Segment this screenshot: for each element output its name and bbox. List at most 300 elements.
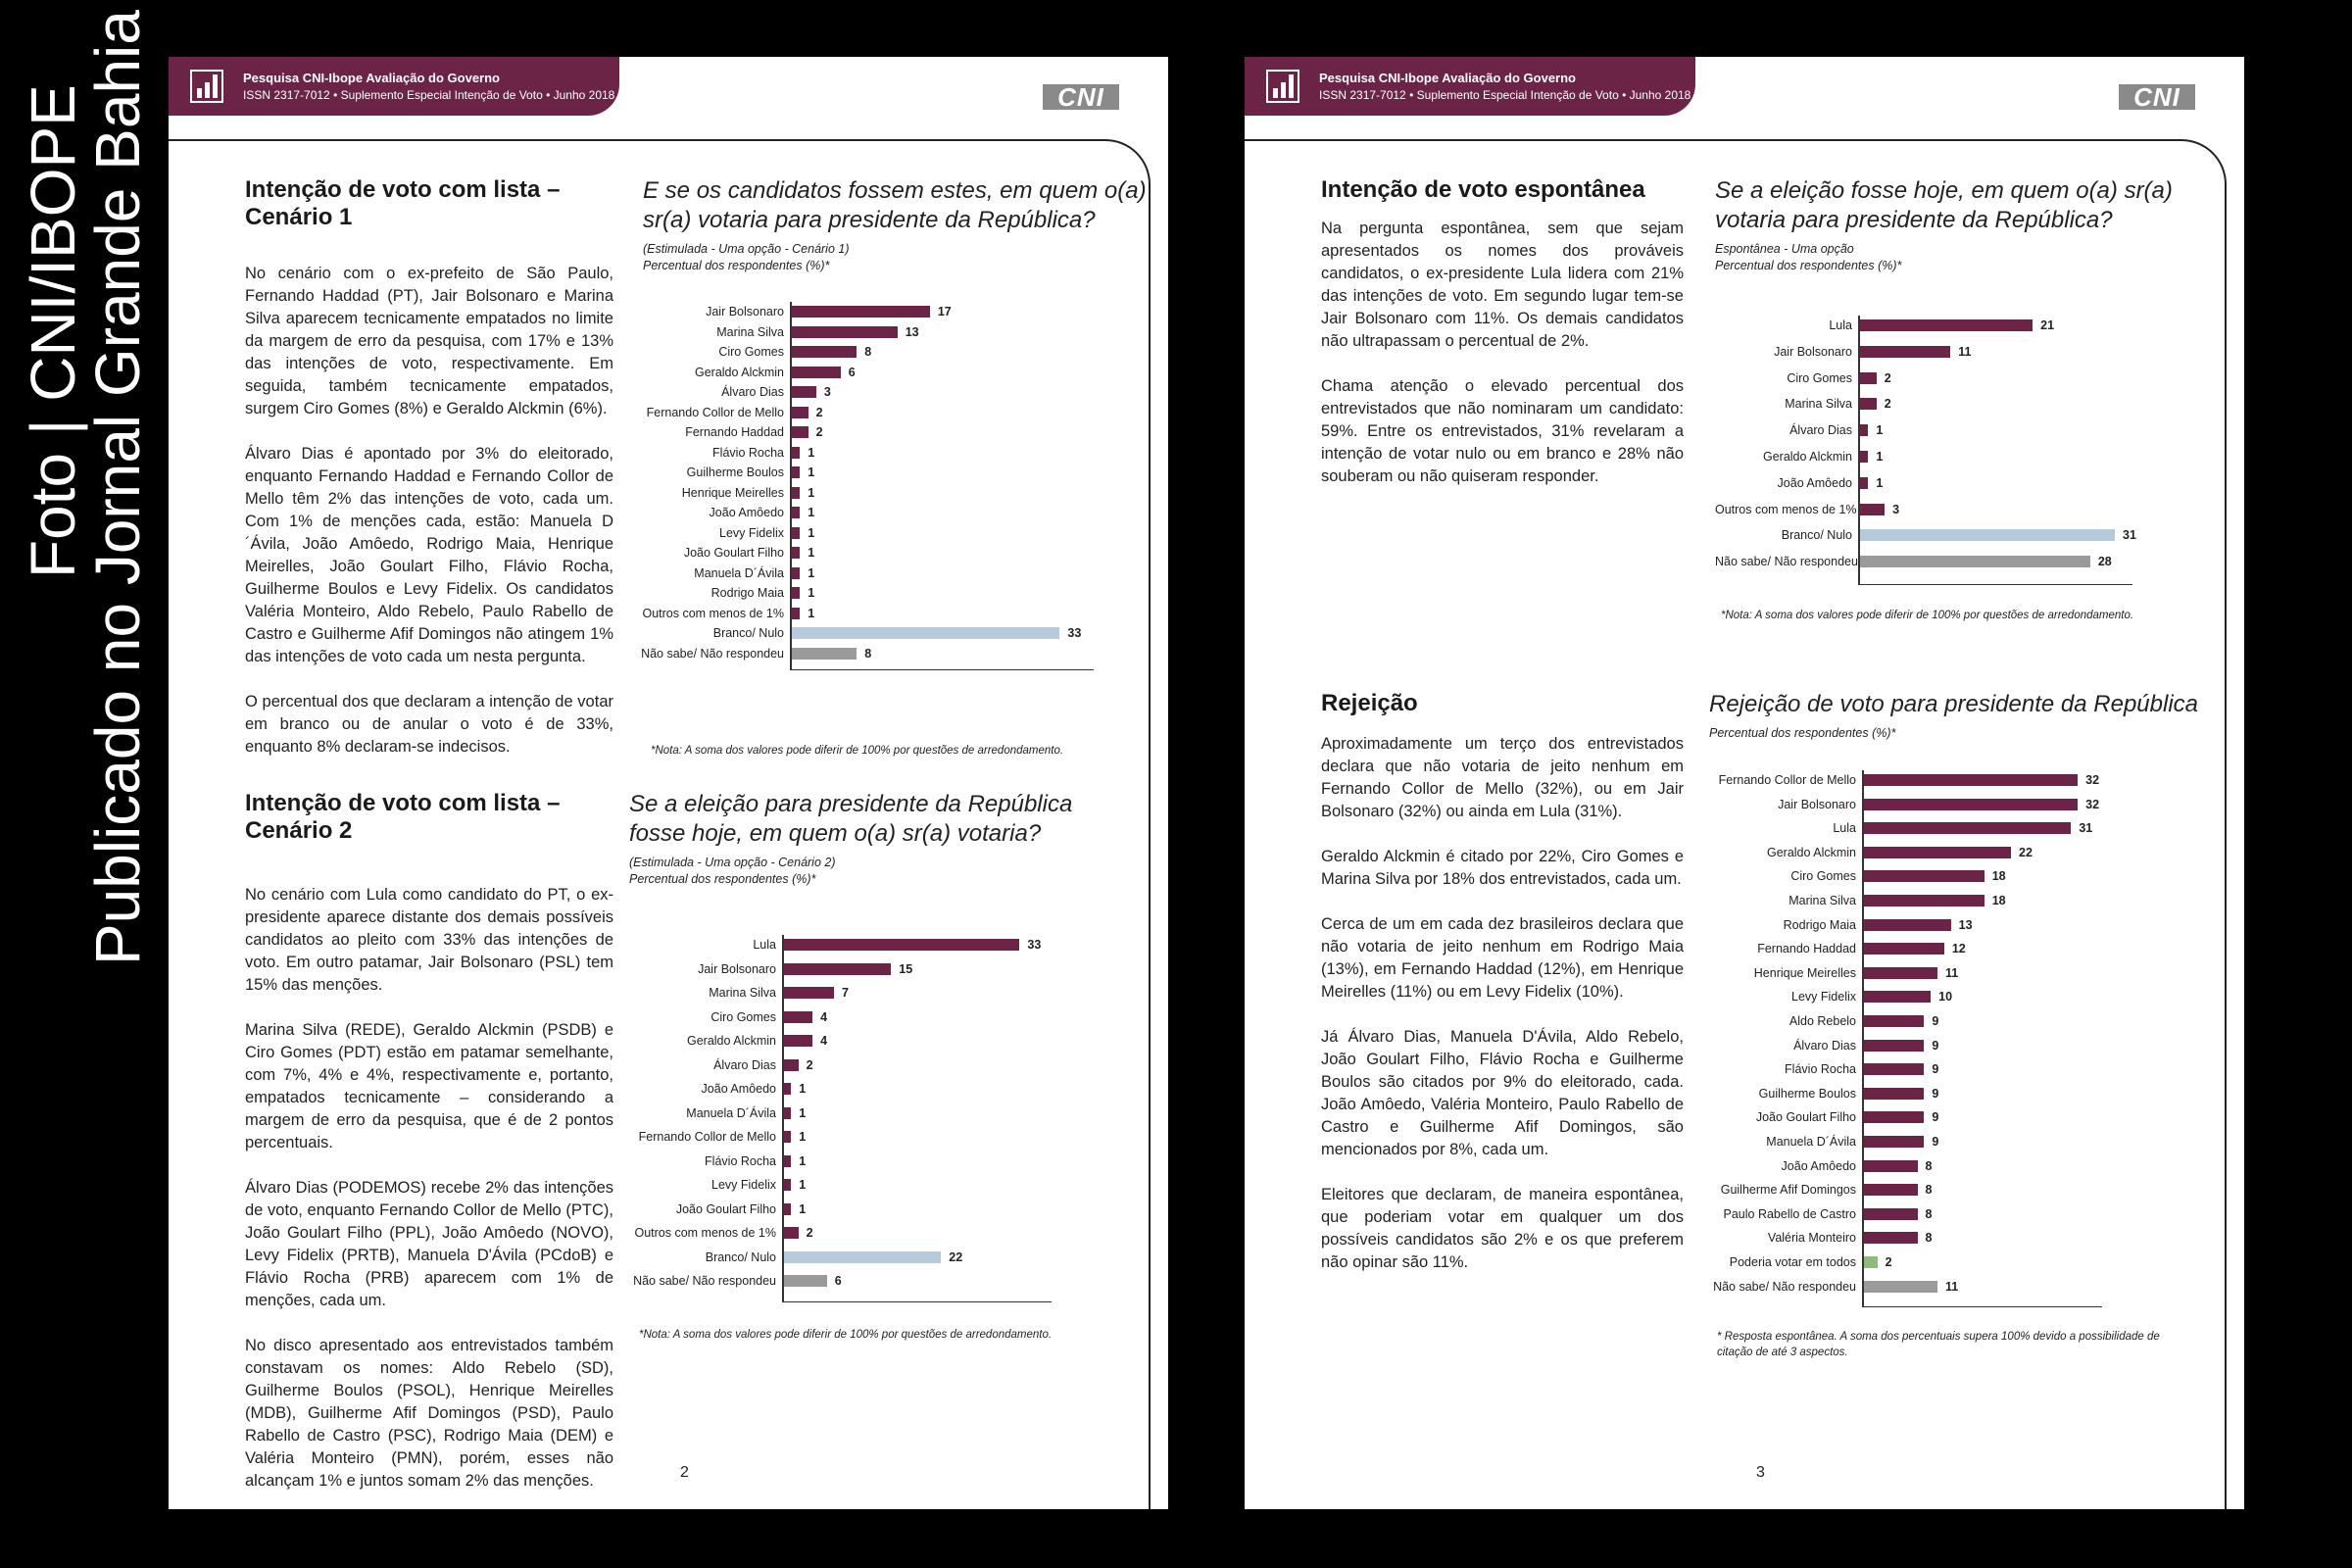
chart-category-label: Outros com menos de 1% <box>634 1226 776 1240</box>
chart-category-label: Levy Fidelix <box>1791 990 1856 1004</box>
page-number: 3 <box>1756 1464 1765 1481</box>
header-subtitle: ISSN 2317-7012 • Suplemento Especial Intenção de Voto • Junho 2018 <box>243 88 615 102</box>
chart-row <box>629 1031 1085 1051</box>
chart-value-label: 12 <box>1951 942 1966 956</box>
chart-title: Se a eleição fosse hoje, em quem o(a) sr(a) votaria para presidente da República? <box>1715 177 2173 233</box>
chart-row <box>637 342 1127 362</box>
chart-category-label: Lula <box>753 938 776 952</box>
chart-category-label: Não sabe/ Não respondeu <box>633 1274 776 1288</box>
chart-bar <box>1864 895 1984 906</box>
page-2 <box>169 57 1168 1509</box>
chart-bar <box>784 1179 791 1191</box>
chart-value-label: 31 <box>2079 821 2093 836</box>
chart-category-label: Guilherme Boulos <box>686 466 784 479</box>
chart-value-label: 1 <box>808 466 815 479</box>
chart-value-label: 1 <box>808 525 815 540</box>
chart-bar <box>1860 451 1868 463</box>
chart-value-label: 8 <box>1925 1183 1933 1198</box>
chart-row <box>637 604 1127 623</box>
chart-bar <box>784 1155 791 1167</box>
chart-bar <box>792 426 808 438</box>
chart-row <box>1709 939 2135 958</box>
chart-row <box>637 403 1127 422</box>
chart-row <box>1709 843 2135 862</box>
chart-value-label: 2 <box>1885 1255 1892 1269</box>
chart-bar <box>784 1059 799 1071</box>
chart-subtitle: Percentual dos respondentes (%)* <box>1715 259 1902 272</box>
chart-bar <box>792 527 800 539</box>
chart-bar <box>1860 477 1868 489</box>
chart-bar <box>1860 529 2115 541</box>
chart-bar <box>1864 774 2078 786</box>
paragraph: Marina Silva (REDE), Geraldo Alckmin (PSDB) e Ciro Gomes (PDT) estão em patamar semelhante, com 7%, 4% e 4%, respectivamente e, portanto, empatados tecnicamente – considerando a margem de erro da pesquisa, que é de 2 pontos percentuais. <box>245 1021 613 1152</box>
chart-bar <box>1864 1111 1924 1123</box>
chart-value-label: 7 <box>842 986 849 1000</box>
chart-bar <box>1864 870 1984 882</box>
chart-category-label: Flávio Rocha <box>705 1153 776 1168</box>
chart-value-label: 22 <box>2019 845 2033 859</box>
chart-bar <box>1860 424 1868 436</box>
chart-category-label: Fernando Collor de Mello <box>1718 773 1856 787</box>
chart-category-label: Rodrigo Maia <box>710 586 784 600</box>
chart-row <box>637 503 1127 522</box>
chart-value-label: 9 <box>1932 1062 1939 1077</box>
chart-category-label: Fernando Haddad <box>685 425 784 439</box>
chart-category-label: Álvaro Dias <box>713 1057 776 1072</box>
chart-value-label: 1 <box>808 606 815 620</box>
chart-category-label: João Goulart Filho <box>675 1201 776 1216</box>
chart-bar <box>1864 991 1931 1003</box>
chart-value-label: 33 <box>1067 626 1082 640</box>
chart-subtitle: Percentual dos respondentes (%)* <box>629 872 816 886</box>
chart-row <box>629 1127 1085 1147</box>
paragraph: Cerca de um em cada dez brasileiros declara que não votaria de jeito nenhum em Rodrigo Maia (13%), em Fernando Haddad (12%), em Henrique Meirelles (11%) ou em Levy Fidelix (10%). <box>1321 915 1684 1001</box>
header-banner <box>1245 57 1695 116</box>
chart-category-label: Marina Silva <box>716 324 784 339</box>
chart-category-label: Álvaro Dias <box>721 385 784 399</box>
chart-category-label: Não sabe/ Não respondeu <box>1715 555 1858 569</box>
chart-category-label: Fernando Collor de Mello <box>646 405 784 419</box>
chart-row <box>1709 1011 2135 1031</box>
chart-row <box>637 443 1127 463</box>
chart-value-label: 11 <box>1945 965 1959 980</box>
chart-subtitle: (Estimulada - Uma opção - Cenário 2) <box>629 856 836 869</box>
chart-category-label: Jair Bolsonaro <box>706 305 784 318</box>
chart-category-label: Flávio Rocha <box>712 445 784 460</box>
chart-row <box>629 1175 1085 1195</box>
chart-value-label: 21 <box>2040 318 2055 332</box>
chart-bar <box>784 939 1019 951</box>
chart-subtitle: Percentual dos respondentes (%)* <box>643 259 830 272</box>
chart-value-label: 3 <box>1892 502 1900 516</box>
chart-value-label: 10 <box>1938 990 1953 1004</box>
chart-bar <box>792 367 841 378</box>
paragraph: Geraldo Alckmin é citado por 22%, Ciro Gomes e Marina Silva por 18% dos entrevistados, cada um. <box>1321 848 1684 888</box>
chart-value-label: 9 <box>1932 1038 1939 1053</box>
section-espontanea-chart-header <box>1715 176 2205 274</box>
chart-bar <box>1864 1136 1924 1148</box>
header-subtitle: ISSN 2317-7012 • Suplemento Especial Intenção de Voto • Junho 2018 <box>1319 88 1691 102</box>
chart-value-label: 28 <box>2097 555 2112 569</box>
chart-category-label: Paulo Rabello de Castro <box>1723 1206 1856 1221</box>
chart-rejeicao <box>1709 770 2219 1307</box>
chart-row <box>1709 1180 2135 1200</box>
chart-bar <box>784 1275 827 1287</box>
chart-value-label: 17 <box>937 305 952 318</box>
chart-category-label: Lula <box>1833 821 1856 836</box>
chart-category-label: Branco/ Nulo <box>1781 528 1852 543</box>
chart-note: *Nota: A soma dos valores pode diferir de 100% por questões de arredondamento. <box>639 1329 1053 1341</box>
chart-row <box>637 382 1127 402</box>
chart-bar <box>792 567 800 579</box>
chart-note: *Nota: A soma dos valores pode diferir de 100% por questões de arredondamento. <box>1721 610 2134 621</box>
paragraph: Chama atenção o elevado percentual dos entrevistados que não nominaram um candidato: 59%. Entre os entrevistados, 31% revelaram a intenção de votar nulo ou em branco e 28% não souberam ou não quiseram responder. <box>1321 377 1684 485</box>
chart-bar <box>784 1251 941 1263</box>
chart-bar <box>1864 1015 1924 1027</box>
chart-row <box>1715 420 2166 440</box>
chart-category-label: Manuela D´Ávila <box>686 1105 776 1120</box>
chart-category-label: Aldo Rebelo <box>1788 1014 1856 1028</box>
paragraph: Na pergunta espontânea, sem que sejam apresentados os nomes dos prováveis candidatos, o ex-presidente Lula lidera com 21% das intenções de voto. Em segundo lugar tem-se Jair Bolsonaro com 11%. Os demais candidatos não ultrapassam o percentual de 2%. <box>1321 220 1684 350</box>
chart-category-label: Ciro Gomes <box>1790 869 1856 884</box>
paragraph: No cenário com o ex-prefeito de São Paulo, Fernando Haddad (PT), Jair Bolsonaro e Marina Silva aparecem tecnicamente empatados no limite da margem de erro da pesquisa, com 17% e 13% das intenções de voto, respectivamente. Em seguida, também tecnicamente empatados, surgem Ciro Gomes (8%) e Geraldo Alckmin (6%). <box>245 265 613 417</box>
chart-logo-icon <box>1266 70 1299 103</box>
chart-category-label: Geraldo Alckmin <box>694 365 784 379</box>
chart-row <box>1709 891 2135 910</box>
chart-row <box>637 644 1127 663</box>
section-title: Intenção de voto com lista – Cenário 2 <box>245 790 561 844</box>
chart-bar <box>792 547 800 559</box>
chart-value-label: 9 <box>1932 1014 1939 1028</box>
chart-bar <box>1864 847 2011 858</box>
chart-subtitle: Espontânea - Uma opção <box>1715 242 1854 256</box>
chart-category-label: Outros com menos de 1% <box>1715 502 1857 516</box>
chart-bar <box>792 487 800 499</box>
chart-value-label: 32 <box>2085 773 2100 787</box>
chart-category-label: Outros com menos de 1% <box>642 606 784 620</box>
chart-category-label: Álvaro Dias <box>1793 1038 1856 1053</box>
chart-row <box>637 363 1127 382</box>
chart-bar <box>784 1011 812 1023</box>
header-banner <box>169 57 619 116</box>
chart-value-label: 1 <box>799 1153 807 1168</box>
chart-bar <box>1864 799 2078 810</box>
chart-row <box>629 1055 1085 1075</box>
chart-row <box>1709 770 2135 790</box>
section-title: Intenção de voto espontânea <box>1321 176 1645 203</box>
chart-note: * Resposta espontânea. A soma dos percentuais supera 100% devido a possibilidade de <box>1717 1331 2160 1343</box>
chart-bar <box>792 627 1059 639</box>
chart-cenario2 <box>629 935 1139 1313</box>
chart-category-label: Levy Fidelix <box>719 525 784 540</box>
paragraph: Já Álvaro Dias, Manuela D'Ávila, Aldo Rebelo, João Goulart Filho, Flávio Rocha e Guilherme Boulos são citados por 9% do eleitorado, cada. João Amôedo, Valéria Monteiro, Paulo Rabello de Castro e Guilherme Afif Domingos, são mencionados por 8%, cada um. <box>1321 1028 1684 1158</box>
chart-category-label: Jair Bolsonaro <box>698 961 776 976</box>
chart-category-label: Geraldo Alckmin <box>686 1034 776 1048</box>
chart-value-label: 2 <box>1884 370 1891 385</box>
chart-title: Se a eleição para presidente da República fosse hoje, em quem o(a) sr(a) votaria? <box>629 791 1073 847</box>
chart-bar <box>792 346 857 358</box>
paragraph: No disco apresentado aos entrevistados também constavam os nomes: Aldo Rebelo (SD), Guilherme Boulos (PSOL), Henrique Meirelles (MDB), Guilherme Afif Domingos (PSD), Paulo Rabello de Castro (PSC), Rodrigo Maia (DEM) e Valéria Monteiro (PMN), porém, esses não alcançam 1% e juntos somam 2% das menções. <box>245 1337 613 1490</box>
chart-value-label: 1 <box>808 546 815 560</box>
chart-note: citação de até 3 aspectos. <box>1717 1347 1848 1358</box>
chart-category-label: Levy Fidelix <box>711 1178 776 1192</box>
chart-subtitle: (Estimulada - Uma opção - Cenário 1) <box>643 242 850 256</box>
chart-baseline <box>790 669 1094 670</box>
chart-bar <box>784 987 834 999</box>
chart-value-label: 6 <box>834 1274 842 1288</box>
chart-category-label: Marina Silva <box>709 986 776 1000</box>
chart-row <box>629 983 1085 1003</box>
chart-value-label: 3 <box>823 385 831 399</box>
chart-row <box>1715 447 2166 466</box>
chart-row <box>1715 342 2166 362</box>
chart-row <box>637 543 1127 563</box>
chart-row <box>1715 316 2166 335</box>
chart-bar <box>792 587 800 599</box>
chart-bar <box>1864 919 1951 931</box>
section-title: Rejeição <box>1321 690 1418 716</box>
section-cenario1-text <box>245 176 613 781</box>
chart-espontanea <box>1715 316 2225 586</box>
chart-category-label: João Amôedo <box>1777 475 1852 490</box>
chart-title: E se os candidatos fossem estes, em quem o(a) sr(a) votaria para presidente da República? <box>643 177 1147 233</box>
chart-value-label: 1 <box>799 1082 807 1096</box>
chart-row <box>637 623 1127 643</box>
paragraph: Álvaro Dias é apontado por 3% do eleitorado, enquanto Fernando Haddad e Fernando Collor de Mello têm 2% das intenções de voto, cada um. Com 1% de menções cada, estão: Manuela D´Ávila, João Amôedo, Rodrigo Maia, Henrique Meirelles, João Goulart Filho, Flávio Rocha, Guilherme Boulos e Levy Fidelix. Os candidatos Valéria Monteiro, Aldo Rebelo, Paulo Rabello de Castro e Guilherme Afif Domingos não atingem 1% das intenções de voto cada um nesta pergunta. <box>245 445 613 665</box>
chart-value-label: 22 <box>949 1250 963 1264</box>
chart-value-label: 4 <box>820 1034 828 1048</box>
chart-value-label: 1 <box>1876 423 1884 438</box>
chart-bar <box>792 466 800 478</box>
chart-baseline <box>1862 1306 2102 1307</box>
chart-bar <box>1860 556 2090 567</box>
chart-category-label: Manuela D´Ávila <box>694 565 784 580</box>
chart-row <box>1709 915 2135 935</box>
chart-value-label: 1 <box>1876 450 1884 464</box>
chart-row <box>1709 1132 2135 1152</box>
section-rejeicao-text <box>1321 690 1684 1297</box>
chart-baseline <box>1858 584 2132 585</box>
chart-value-label: 4 <box>820 1009 828 1024</box>
section-cenario1-chart-header <box>643 176 1149 274</box>
chart-value-label: 15 <box>899 961 913 976</box>
chart-category-label: Poderia votar em todos <box>1729 1255 1856 1269</box>
chart-value-label: 8 <box>1925 1158 1933 1173</box>
chart-bar <box>792 447 800 459</box>
chart-row <box>629 935 1085 955</box>
chart-bar <box>1860 319 2033 331</box>
chart-category-label: Henrique Meirelles <box>1753 965 1856 980</box>
chart-value-label: 33 <box>1027 938 1042 952</box>
chart-value-label: 2 <box>1884 397 1891 412</box>
page-3 <box>1245 57 2244 1509</box>
paragraph: Eleitores que declaram, de maneira espontânea, que poderiam votar em qualquer um dos possíveis candidatos são 2% e os que preferem não opinar são 11%. <box>1321 1186 1684 1271</box>
chart-row <box>629 1079 1085 1099</box>
chart-category-label: Guilherme Afif Domingos <box>1720 1183 1856 1198</box>
chart-row <box>1709 1252 2135 1272</box>
chart-category-label: Lula <box>1829 318 1852 332</box>
chart-category-label: Branco/ Nulo <box>712 626 784 640</box>
chart-bar <box>792 326 898 338</box>
chart-bar <box>1860 346 1950 358</box>
chart-row <box>1715 552 2166 571</box>
chart-category-label: João Goulart Filho <box>683 546 784 560</box>
chart-bar <box>1864 1232 1918 1244</box>
chart-subtitle: Percentual dos respondentes (%)* <box>1709 726 1896 740</box>
chart-row <box>629 959 1085 979</box>
chart-row <box>1709 963 2135 983</box>
chart-value-label: 8 <box>864 345 872 359</box>
chart-row <box>629 1200 1085 1219</box>
chart-row <box>637 483 1127 503</box>
chart-category-label: Valéria Monteiro <box>1767 1231 1856 1246</box>
paragraph: Álvaro Dias (PODEMOS) recebe 2% das intenções de voto, enquanto Fernando Collor de Mello (PTC), João Goulart Filho (PPL), João Amôedo (NOVO), Levy Fidelix (PRTB), Manuela D'Ávila (PCdoB) e Flávio Rocha (PRB) aparecem com 1% de menções, cada um. <box>245 1179 613 1309</box>
chart-row <box>629 1152 1085 1171</box>
chart-row <box>1709 1107 2135 1127</box>
caption-photo-credit: Foto | CNI/IBOPE <box>18 84 88 578</box>
chart-row <box>1709 1084 2135 1103</box>
chart-category-label: Marina Silva <box>1788 894 1856 907</box>
chart-row <box>1709 987 2135 1006</box>
chart-bar <box>792 306 930 318</box>
chart-row <box>629 1271 1085 1291</box>
header-title: Pesquisa CNI-Ibope Avaliação do Governo <box>1319 71 1576 85</box>
chart-bar <box>784 1203 791 1215</box>
chart-category-label: Rodrigo Maia <box>1783 917 1856 932</box>
chart-cenario1 <box>637 302 1147 725</box>
chart-value-label: 1 <box>808 506 815 519</box>
section-title: Intenção de voto com lista – Cenário 1 <box>245 176 561 230</box>
section-rejeicao-chart-header <box>1709 690 2219 742</box>
chart-bar <box>784 1035 812 1047</box>
cni-logo: CNI <box>2119 84 2195 110</box>
chart-value-label: 8 <box>864 646 872 661</box>
chart-value-label: 9 <box>1932 1135 1939 1149</box>
chart-row <box>629 1223 1085 1243</box>
chart-bar <box>1860 504 1885 515</box>
chart-row <box>1709 1156 2135 1176</box>
chart-category-label: Ciro Gomes <box>710 1009 776 1024</box>
chart-value-label: 1 <box>799 1105 807 1120</box>
chart-value-label: 2 <box>806 1057 813 1072</box>
chart-category-label: Henrique Meirelles <box>681 485 784 500</box>
caption-published-in: Publicado no Jornal Grande Bahia <box>82 10 153 965</box>
chart-value-label: 1 <box>808 445 815 460</box>
chart-value-label: 1 <box>799 1130 807 1144</box>
chart-row <box>1709 866 2135 886</box>
chart-bar <box>784 1083 791 1095</box>
paragraph: O percentual dos que declaram a intenção de votar em branco ou de anular o voto é de 33%, enquanto 8% declaram-se indecisos. <box>245 693 613 756</box>
chart-baseline <box>782 1301 1052 1302</box>
chart-row <box>629 1103 1085 1123</box>
chart-row <box>637 463 1127 482</box>
chart-row <box>637 322 1127 342</box>
photo-caption <box>0 0 162 1568</box>
chart-category-label: Não sabe/ Não respondeu <box>641 646 784 661</box>
chart-value-label: 31 <box>2123 528 2136 543</box>
chart-row <box>1715 525 2166 545</box>
chart-category-label: Marina Silva <box>1785 397 1852 412</box>
chart-row <box>637 302 1127 321</box>
chart-bar <box>1864 943 1944 955</box>
chart-bar <box>1864 1160 1918 1172</box>
chart-title: Rejeição de voto para presidente da República <box>1709 691 2198 717</box>
chart-category-label: Fernando Haddad <box>1757 942 1856 956</box>
page-number: 2 <box>680 1464 689 1481</box>
section-cenario2-chart-header <box>629 790 1119 888</box>
chart-category-label: Jair Bolsonaro <box>1774 344 1852 359</box>
section-cenario2-text <box>245 790 613 1509</box>
chart-row <box>1709 1228 2135 1248</box>
chart-value-label: 1 <box>808 565 815 580</box>
chart-category-label: João Amôedo <box>701 1082 776 1096</box>
chart-value-label: 2 <box>815 425 823 439</box>
chart-bar <box>1860 372 1877 384</box>
chart-value-label: 9 <box>1932 1086 1939 1101</box>
chart-category-label: Manuela D´Ávila <box>1766 1135 1856 1149</box>
chart-value-label: 32 <box>2085 797 2100 811</box>
chart-value-label: 9 <box>1932 1110 1939 1125</box>
chart-bar <box>784 1107 791 1119</box>
chart-bar <box>792 386 816 398</box>
chart-category-label: Não sabe/ Não respondeu <box>1713 1279 1856 1294</box>
chart-category-label: Guilherme Boulos <box>1758 1086 1856 1101</box>
chart-bar <box>1864 822 2071 834</box>
chart-row <box>637 583 1127 603</box>
chart-bar <box>784 963 891 975</box>
chart-category-label: Ciro Gomes <box>1787 370 1852 385</box>
chart-category-label: Fernando Collor de Mello <box>638 1130 776 1144</box>
paragraph: Aproximadamente um terço dos entrevistados declara que não votaria de jeito nenhum em Fernando Collor de Mello (32%), ou em Jair Bolsonaro (32%) ou ainda em Lula (31%). <box>1321 735 1684 820</box>
chart-value-label: 1 <box>799 1178 807 1192</box>
chart-category-label: João Amôedo <box>1781 1158 1856 1173</box>
chart-value-label: 8 <box>1925 1231 1933 1246</box>
chart-value-label: 18 <box>1991 894 2006 907</box>
chart-bar <box>792 507 800 518</box>
chart-value-label: 13 <box>905 324 919 339</box>
chart-bar <box>1864 1184 1918 1196</box>
section-espontanea-text <box>1321 176 1684 511</box>
chart-value-label: 1 <box>799 1201 807 1216</box>
chart-bar <box>784 1227 799 1239</box>
chart-bar <box>792 648 857 660</box>
chart-bar <box>1864 967 1937 979</box>
chart-row <box>1709 1036 2135 1055</box>
chart-value-label: 1 <box>808 586 815 600</box>
chart-bar <box>1864 1063 1924 1075</box>
chart-value-label: 2 <box>815 405 823 419</box>
chart-category-label: Ciro Gomes <box>718 345 784 359</box>
chart-value-label: 2 <box>806 1226 813 1240</box>
chart-bar <box>1864 1208 1918 1220</box>
chart-category-label: Flávio Rocha <box>1785 1062 1856 1077</box>
chart-bar <box>1864 1256 1878 1268</box>
chart-row <box>1715 394 2166 414</box>
chart-category-label: Jair Bolsonaro <box>1778 797 1856 811</box>
chart-category-label: Geraldo Alckmin <box>1766 845 1856 859</box>
chart-row <box>1709 818 2135 838</box>
chart-value-label: 11 <box>1958 344 1972 359</box>
chart-row <box>1715 500 2166 519</box>
chart-bar <box>784 1131 791 1143</box>
chart-value-label: 1 <box>808 485 815 500</box>
cni-logo: CNI <box>1043 84 1119 110</box>
chart-row <box>1709 1277 2135 1297</box>
chart-bar <box>792 407 808 418</box>
chart-value-label: 13 <box>1958 917 1973 932</box>
paragraph: No cenário com Lula como candidato do PT, o ex-presidente aparece distante dos demais possíveis candidatos ao pleito com 33% das intenções de voto. Em outro patamar, Jair Bolsonaro (PSL) tem 15% das menções. <box>245 886 613 994</box>
chart-bar <box>1864 1040 1924 1052</box>
